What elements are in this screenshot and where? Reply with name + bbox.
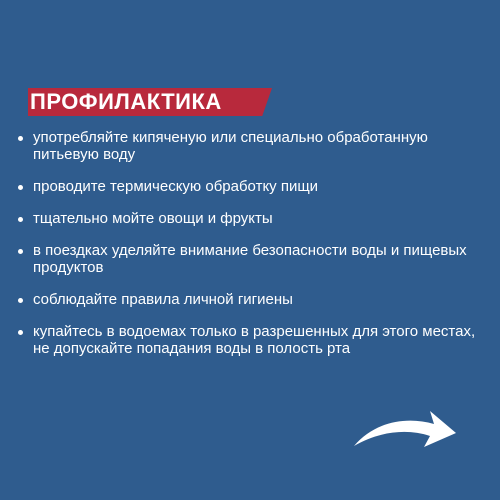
list-item <box>18 210 480 227</box>
list-item <box>18 178 480 195</box>
title-block <box>28 88 222 116</box>
bullet-icon <box>18 136 23 141</box>
list-item-text: в поездках уделяйте внимание безопасности воды и пищевых продуктов <box>33 242 467 276</box>
arrow-right-icon[interactable] <box>350 408 458 452</box>
page-title: ПРОФИЛАКТИКА <box>30 89 222 114</box>
bullet-icon <box>18 217 23 222</box>
list-item <box>18 291 480 308</box>
list-item <box>18 129 480 163</box>
list-item-text: употребляйте кипяченую или специально обработанную питьевую воду <box>33 129 428 163</box>
list-item-text: купайтесь в водоемах только в разрешенных для этого местах, не допускайте попадания воды в полость рта <box>33 323 476 357</box>
list-item-text: проводите термическую обработку пищи <box>33 178 319 195</box>
list-item-text: тщательно мойте овощи и фрукты <box>33 210 273 227</box>
bullet-icon <box>18 330 23 335</box>
prevention-list <box>18 129 480 372</box>
list-item <box>18 242 480 276</box>
bullet-icon <box>18 298 23 303</box>
list-item-text: соблюдайте правила личной гигиены <box>33 291 293 308</box>
bullet-icon <box>18 249 23 254</box>
list-item <box>18 323 480 357</box>
bullet-icon <box>18 185 23 190</box>
